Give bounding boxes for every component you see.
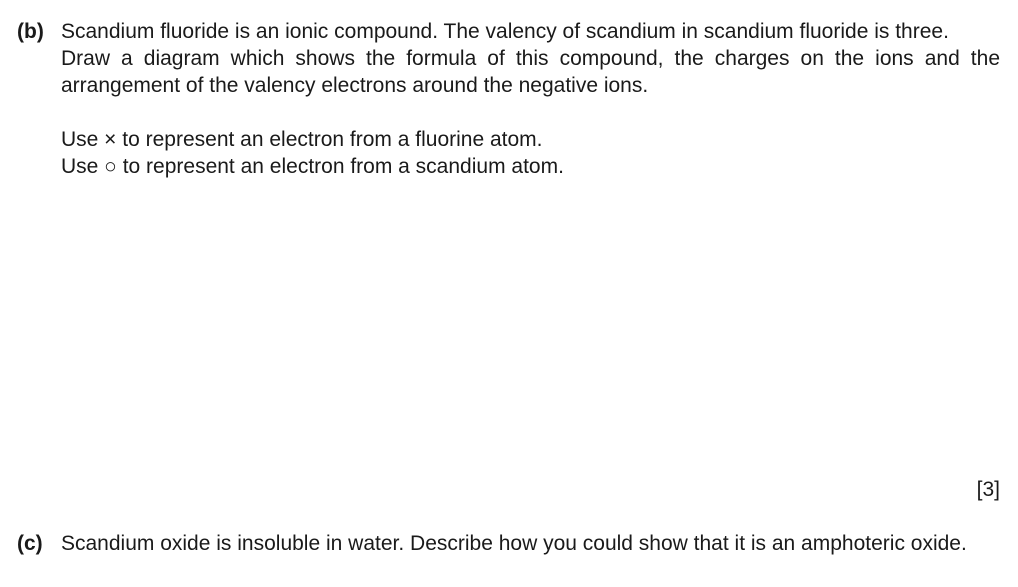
instruction-fluorine: Use × to represent an electron from a fluorine atom. (61, 128, 543, 151)
instruction-scandium: Use ○ to represent an electron from a scandium atom. (61, 155, 564, 178)
part-c-body (61, 530, 1000, 557)
part-b-instructions (61, 126, 1000, 180)
part-b-label: (b) (17, 20, 44, 43)
part-c-question: Scandium oxide is insoluble in water. Describe how you could show that it is an amphoteric oxide. (61, 532, 967, 555)
part-b-task: Draw a diagram which shows the formula of this compound, the charges on the ions and the arrangement of the valency electrons around the negative ions. (61, 47, 1000, 97)
part-c-label: (c) (17, 532, 43, 555)
part-b-body (61, 18, 1000, 180)
part-b-intro: Scandium fluoride is an ionic compound. The valency of scandium in scandium fluoride is three. (61, 20, 949, 43)
part-b-marks: [3] (976, 478, 1000, 501)
